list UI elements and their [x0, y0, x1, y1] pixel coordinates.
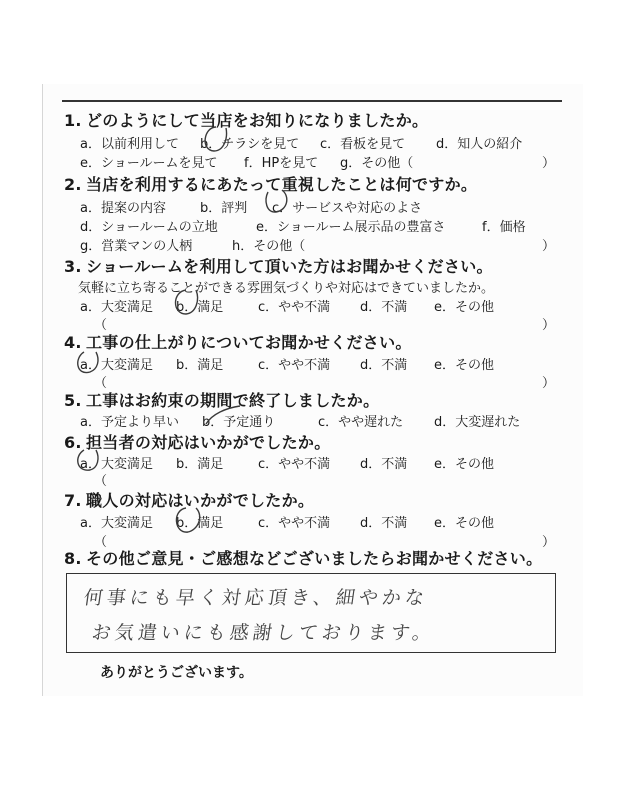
handwritten-answer-line-1: 何事にも早く対応頂き、細やかな — [82, 587, 430, 609]
q7-paren-close: ） — [542, 535, 556, 550]
q4-option-c[interactable]: c．やや不満 — [258, 358, 331, 373]
q1-option-a[interactable]: a．以前利用して — [80, 137, 179, 152]
q3-option-b[interactable]: b．満足 — [176, 300, 224, 315]
question-2: 2. 当店を利用するにあたって重視したことは何ですか。 — [64, 175, 478, 194]
q1-option-e[interactable]: e．ショールームを見て — [80, 156, 218, 171]
q2-paren-close: ） — [542, 239, 556, 254]
q1-paren-close: ） — [542, 156, 556, 171]
question-1: 1. どのようにして当店をお知りになりましたか。 — [64, 111, 429, 130]
q2-option-b[interactable]: b．評判 — [200, 201, 248, 216]
q2-option-a[interactable]: a．提案の内容 — [80, 201, 166, 216]
q1-option-b[interactable]: b．チラシを見て — [200, 137, 300, 152]
q2-option-g[interactable]: g．営業マンの人柄 — [80, 239, 193, 254]
q6-paren-open: （ — [94, 474, 108, 489]
q3-option-a[interactable]: a．大変満足 — [80, 300, 153, 315]
question-7: 7. 職人の対応はいかがでしたか。 — [64, 491, 315, 510]
q7-option-e[interactable]: e．その他 — [434, 516, 494, 531]
q1-option-c[interactable]: c．看板を見て — [320, 137, 406, 152]
q6-option-e[interactable]: e．その他 — [434, 457, 494, 472]
q4-option-e[interactable]: e．その他 — [434, 358, 494, 373]
q3-option-e[interactable]: e．その他 — [434, 300, 494, 315]
q6-option-a[interactable]: a．大変満足 — [80, 457, 153, 472]
q2-option-d[interactable]: d．ショールームの立地 — [80, 220, 218, 235]
q1-option-d[interactable]: d．知人の紹介 — [436, 137, 523, 152]
q4-paren-open: （ — [94, 376, 108, 391]
question-5: 5. 工事はお約束の期間で終了しましたか。 — [64, 391, 380, 410]
closing-message: ありがとうございます。 — [100, 665, 253, 681]
question-6: 6. 担当者の対応はいかがでしたか。 — [64, 433, 331, 452]
q2-option-e[interactable]: e．ショールーム展示品の豊富さ — [256, 220, 446, 235]
q3-paren-open: （ — [94, 318, 108, 333]
q2-option-h[interactable]: h．その他（ — [232, 239, 306, 254]
q1-option-f[interactable]: f．HPを見て — [244, 156, 319, 171]
q6-option-b[interactable]: b．満足 — [176, 457, 224, 472]
question-4: 4. 工事の仕上がりについてお聞かせください。 — [64, 333, 412, 352]
q2-option-f[interactable]: f．価格 — [482, 220, 526, 235]
handwritten-answer-line-2: お気遣いにも感謝しております。 — [90, 622, 437, 644]
q3-paren-close: ） — [542, 318, 556, 333]
q7-option-c[interactable]: c．やや不満 — [258, 516, 331, 531]
question-8: 8. その他ご意見・ご感想などございましたらお聞かせください。 — [64, 549, 543, 568]
question-3: 3. ショールームを利用して頂いた方はお聞かせください。 — [64, 257, 493, 276]
q7-option-b[interactable]: b．満足 — [176, 516, 224, 531]
q3-option-c[interactable]: c．やや不満 — [258, 300, 331, 315]
q6-option-c[interactable]: c．やや不満 — [258, 457, 331, 472]
top-rule — [62, 100, 562, 102]
q4-paren-close: ） — [542, 376, 556, 391]
q5-option-c[interactable]: c．やや遅れた — [318, 415, 404, 430]
q5-option-a[interactable]: a．予定より早い — [80, 415, 179, 430]
q4-option-b[interactable]: b．満足 — [176, 358, 224, 373]
q1-option-g[interactable]: g．その他（ — [340, 156, 414, 171]
q4-option-d[interactable]: d．不満 — [360, 358, 408, 373]
question-3-note: 気軽に立ち寄ることができる雰囲気づくりや対応はできていましたか。 — [78, 281, 495, 296]
q7-option-a[interactable]: a．大変満足 — [80, 516, 153, 531]
q2-option-c[interactable]: c．サービスや対応のよさ — [272, 201, 423, 216]
q5-option-b[interactable]: b．予定通り — [202, 415, 276, 430]
q5-option-d[interactable]: d．大変遅れた — [434, 415, 521, 430]
q3-option-d[interactable]: d．不満 — [360, 300, 408, 315]
q6-option-d[interactable]: d．不満 — [360, 457, 408, 472]
q7-paren-open: （ — [94, 535, 108, 550]
q4-option-a[interactable]: a．大変満足 — [80, 358, 153, 373]
q7-option-d[interactable]: d．不満 — [360, 516, 408, 531]
